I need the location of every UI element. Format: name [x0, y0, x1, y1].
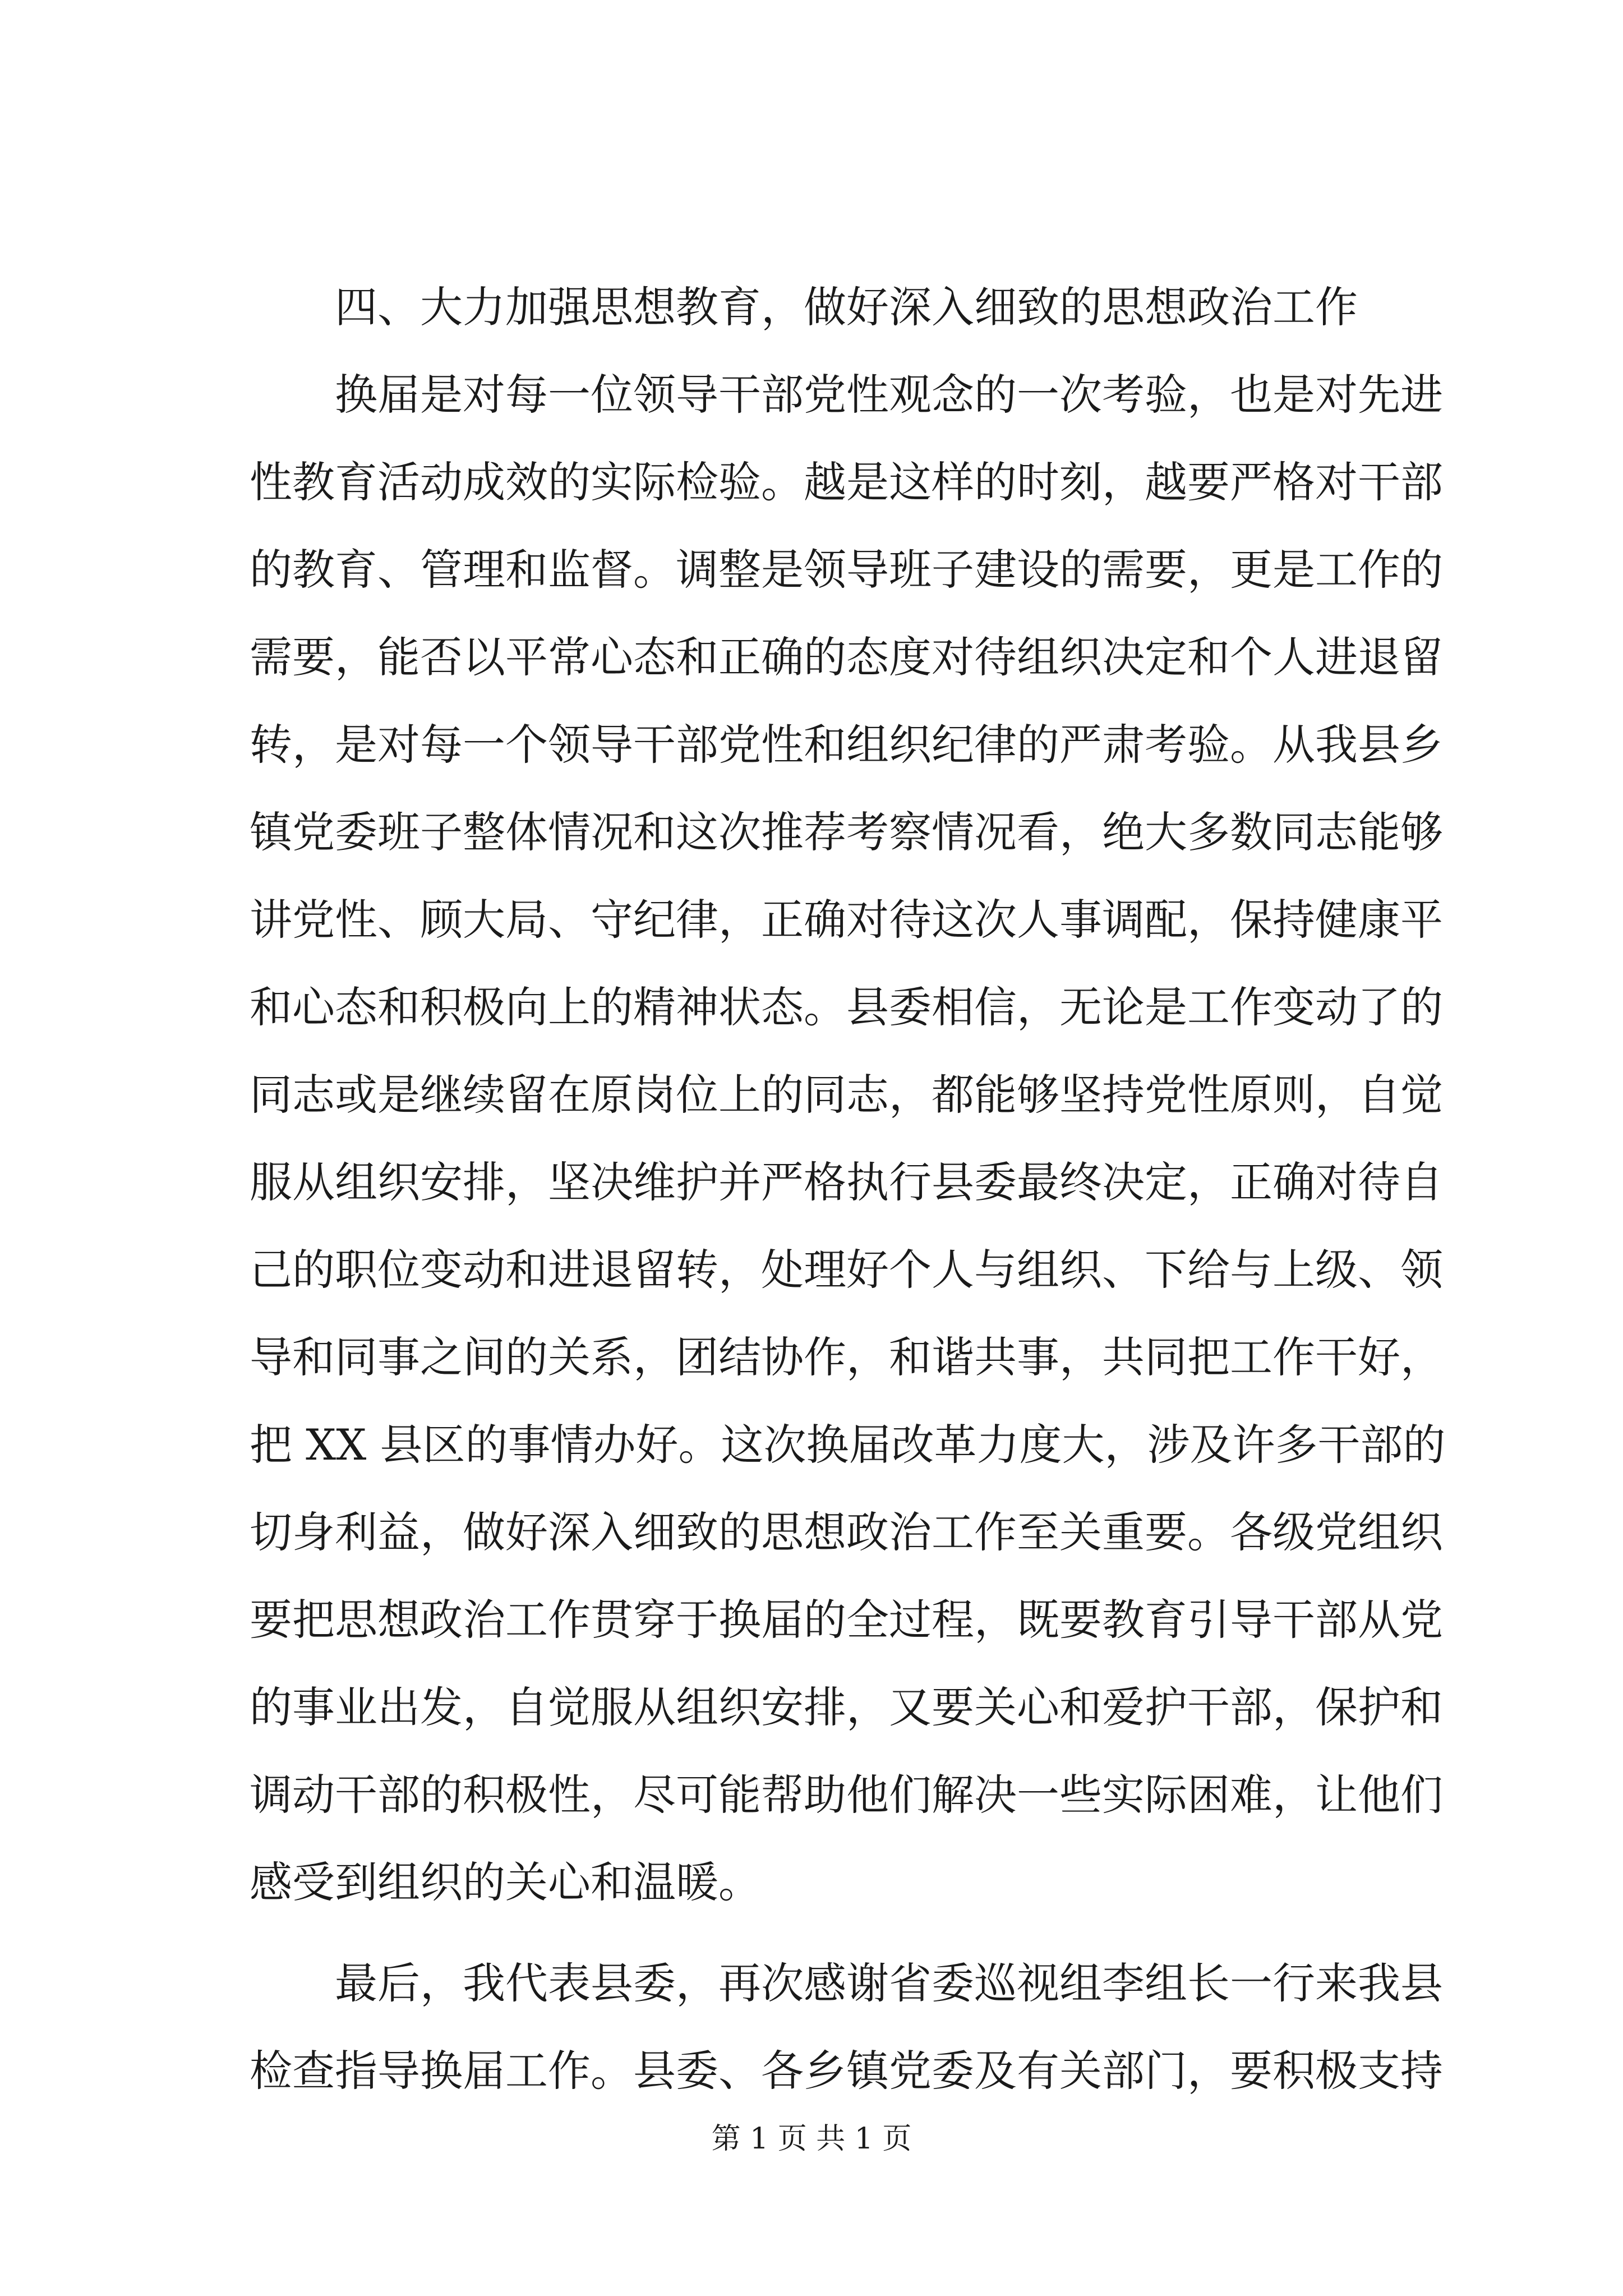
paragraph-line: 镇党委班子整体情况和这次推荐考察情况看，绝大多数同志能够	[250, 807, 1443, 857]
paragraph-line: 需要，能否以平常心态和正确的态度对待组织决定和个人进退留	[250, 632, 1443, 682]
paragraph-1	[250, 351, 1446, 1926]
paragraph-line: 同志或是继续留在原岗位上的同志，都能够坚持党性原则，自觉	[250, 1070, 1443, 1120]
paragraph-line: 己的职位变动和进退留转，处理好个人与组织、下给与上级、领	[250, 1245, 1443, 1295]
paragraph-line: 性教育活动成效的实际检验。越是这样的时刻，越要严格对干部	[250, 457, 1443, 507]
paragraph-line: 把 XX 县区的事情办好。这次换届改革力度大，涉及许多干部的	[250, 1420, 1446, 1470]
paragraph-line: 和心态和积极向上的精神状态。县委相信，无论是工作变动了的	[250, 982, 1443, 1032]
section-heading: 四、大力加强思想教育，做好深入细致的思想政治工作	[335, 282, 1358, 332]
paragraph-line: 换届是对每一位领导干部党性观念的一次考验，也是对先进	[335, 370, 1443, 420]
paragraph-line: 调动干部的积极性，尽可能帮助他们解决一些实际困难，让他们	[250, 1770, 1443, 1820]
paragraph-line: 要把思想政治工作贯穿于换届的全过程，既要教育引导干部从党	[250, 1595, 1443, 1645]
paragraph-line: 感受到组织的关心和温暖。	[250, 1857, 761, 1907]
paragraph-line: 切身利益，做好深入细致的思想政治工作至关重要。各级党组织	[250, 1507, 1443, 1557]
paragraph-line: 的教育、管理和监督。调整是领导班子建设的需要，更是工作的	[250, 545, 1443, 595]
paragraph-line: 讲党性、顾大局、守纪律，正确对待这次人事调配，保持健康平	[250, 895, 1443, 945]
paragraph-gap	[250, 1926, 1405, 1940]
paragraph-line: 导和同事之间的关系，团结协作，和谐共事，共同把工作干好，	[250, 1332, 1443, 1382]
page-number-footer: 第 1 页 共 1 页	[711, 2122, 912, 2156]
paragraph-line: 的事业出发，自觉服从组织安排，又要关心和爱护干部，保护和	[250, 1682, 1443, 1732]
paragraph-line: 服从组织安排，坚决维护并严格执行县委最终决定，正确对待自	[250, 1157, 1443, 1207]
paragraph-line: 检查指导换届工作。县委、各乡镇党委及有关部门，要积极支持	[250, 2046, 1443, 2096]
paragraph-2	[250, 1940, 1443, 2115]
document-body	[250, 264, 1446, 2115]
paragraph-line: 转，是对每一个领导干部党性和组织纪律的严肃考验。从我县乡	[250, 720, 1443, 770]
paragraph-line: 最后，我代表县委，再次感谢省委巡视组李组长一行来我县	[335, 1958, 1443, 2008]
